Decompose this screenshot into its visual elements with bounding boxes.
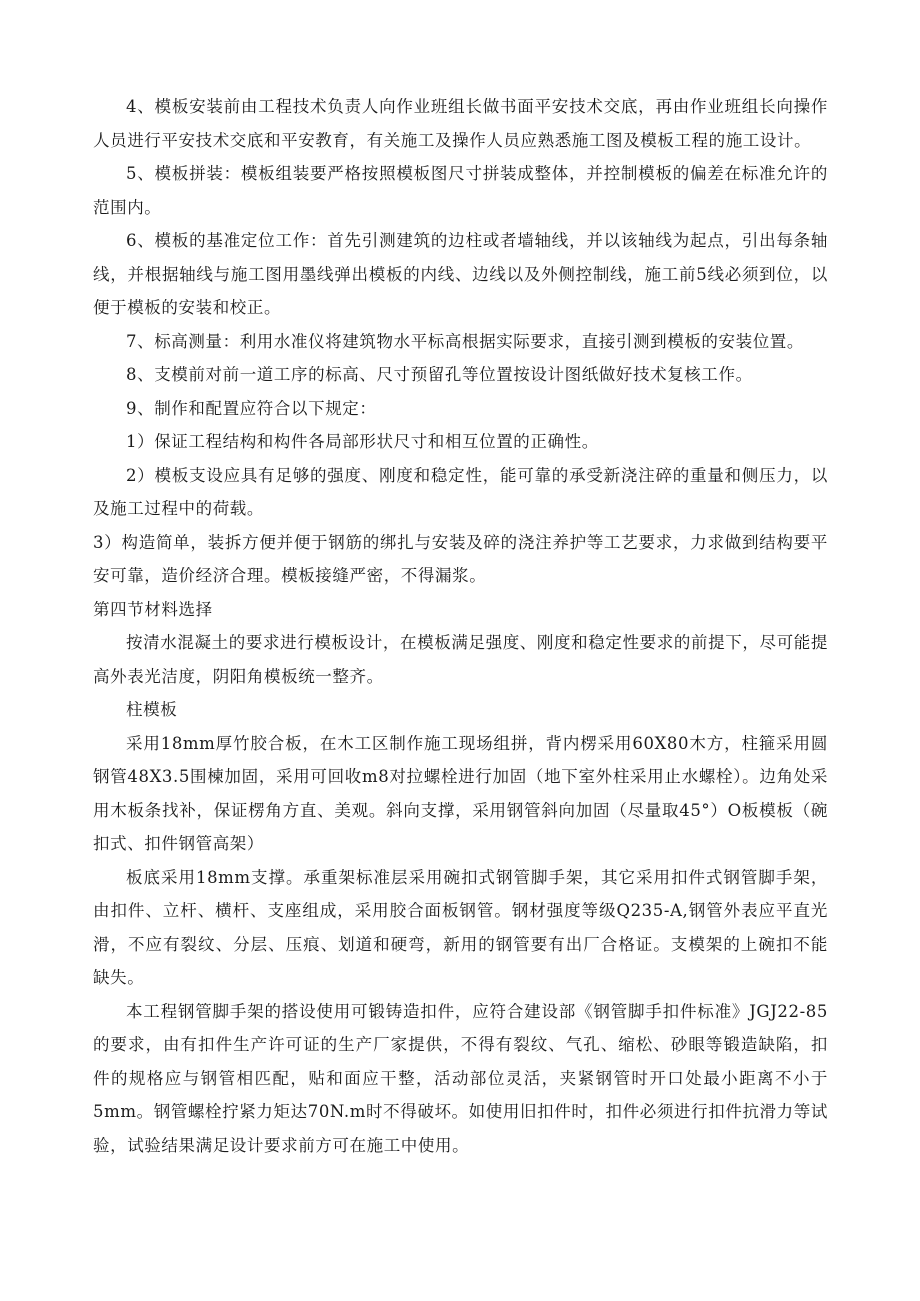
list-item-1: 1）保证工程结构和构件各局部形状尺寸和相互位置的正确性。	[126, 432, 599, 451]
list-item-3: 3）构造简单，装拆方便并便于钢筋的绑扎与安装及碎的浇注养护等工艺要求，力求做到结构要平安可靠，造价经济合理。模板接缝严密，不得漏浆。	[93, 532, 828, 585]
subheading-column-formwork: 柱模板	[126, 700, 178, 719]
paragraph-scaffold-fasteners: 本工程钢管脚手架的搭设使用可锻铸造扣件，应符合建设部《钢管脚手扣件标准》JGJ22-85的要求，由有扣件生产许可证的生产厂家提供，不得有裂纹、气孔、缩松、砂眼等锻造缺陷，扣件的规格应与钢管相匹配，贴和面应干整，活动部位灵活，夹紧钢管时开口处最小距离不小于5mm。钢管螺栓拧紧力矩达70N.m时不得破坏。如使用旧扣件时，扣件必须进行扣件抗滑力等试验，试验结果满足设计要求前方可在施工中使用。	[93, 1001, 828, 1155]
section-heading-material-selection: 第四节材料选择	[93, 599, 213, 619]
document-body	[93, 90, 828, 1162]
paragraph-slab-support: 板底采用18mm支撑。承重架标准层采用碗扣式钢管脚手架，其它采用扣件式钢管脚手架，由扣件、立杆、横杆、支座组成，采用胶合面板钢管。钢材强度等级Q235-A,钢管外表应平直光滑，不应有裂纹、分层、压痕、划道和硬弯，新用的钢管要有出厂合格证。支模架的上碗扣不能缺失。	[93, 867, 828, 987]
paragraph-9-requirements: 9、制作和配置应符合以下规定：	[126, 398, 377, 418]
paragraph-7-elevation-survey: 7、标高测量：利用水准仪将建筑物水平标高根据实际要求，直接引测到模板的安装位置。	[126, 331, 804, 351]
paragraph-clear-concrete: 按清水混凝土的要求进行模板设计，在模板满足强度、刚度和稳定性要求的前提下，尽可能提高外表光洁度，阴阳角模板统一整齐。	[93, 633, 828, 686]
paragraph-6-reference-positioning: 6、模板的基准定位工作：首先引测建筑的边柱或者墙轴线，并以该轴线为起点，引出每条轴线，并根据轴线与施工图用墨线弹出模板的内线、边线以及外侧控制线，施工前5线必须到位，以便于模板的安装和校正。	[93, 231, 828, 317]
paragraph-8-technical-check: 8、支模前对前一道工序的标高、尺寸预留孔等位置按设计图纸做好技术复核工作。	[126, 365, 753, 384]
paragraph-5-formwork-assembly: 5、模板拼装：模板组装要严格按照模板图尺寸拼装成整体，并控制模板的偏差在标准允许的范围内。	[93, 164, 828, 217]
list-item-2: 2）模板支设应具有足够的强度、刚度和稳定性，能可靠的承受新浇注碎的重量和侧压力，以及施工过程中的荷载。	[93, 465, 828, 518]
paragraph-column-formwork-detail: 采用18mm厚竹胶合板，在木工区制作施工现场组拼，背内楞采用60X80木方，柱箍采用圆钢管48X3.5围楝加固，采用可回收m8对拉螺栓进行加固（地下室外柱采用止水螺栓）。边角处采用木板条找补，保证楞角方直、美观。斜向支撑，采用钢管斜向加固（尽量取45°）O板模板（碗扣式、扣件钢管高架）	[93, 733, 828, 853]
paragraph-4-formwork-briefing: 4、模板安装前由工程技术负责人向作业班组长做书面平安技术交底，再由作业班组长向操作人员进行平安技术交底和平安教育，有关施工及操作人员应熟悉施工图及模板工程的施工设计。	[93, 97, 828, 150]
